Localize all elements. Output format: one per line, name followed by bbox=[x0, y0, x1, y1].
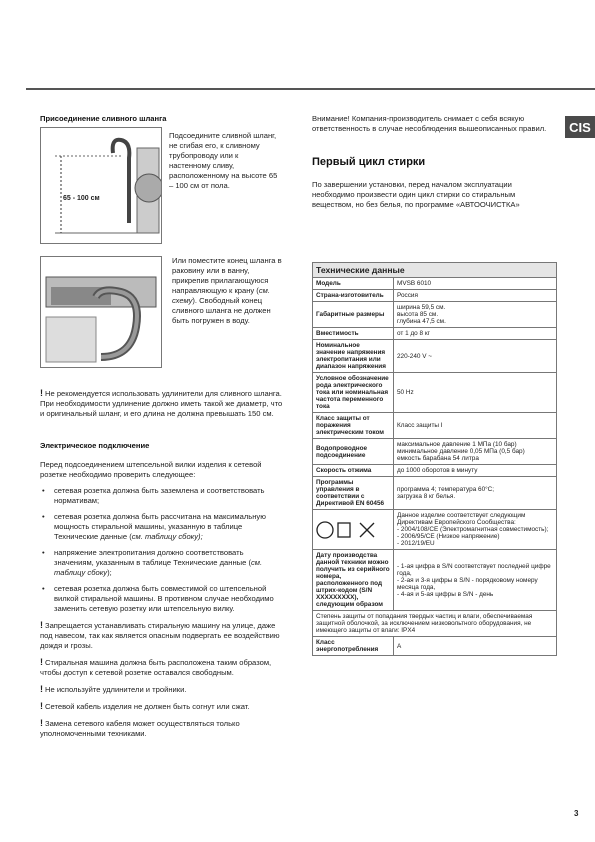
header-band bbox=[0, 0, 595, 88]
spec-value: - 1-ая цифра в S/N соответствует последней цифре года, - 2-ая и 3-я цифры в S/N - порядковому номеру месяца года, - 4-ая и 5-ая цифры в S/N - день bbox=[394, 550, 557, 611]
protection-note: Степень защиты от попадания твердых частиц и влаги, обеспечиваемая защитной оболочкой, за исключением низковольтного оборудования, не имеющего защиты от влаги: IPX4 bbox=[313, 611, 557, 637]
drain-text-2a: Или поместите конец шланга в раковину или в ванну, прикрепив прилагающуюся направляющую к крану ( bbox=[172, 256, 282, 295]
first-cycle-text: По завершении установки, перед началом эксплуатации необходимо произвести один цикл стирки со стиральным веществом, но без белья, по программе «АВТООЧИСТКА» bbox=[312, 180, 520, 209]
spec-key: Класс защиты от поражения электрическим током bbox=[313, 413, 394, 439]
table-row bbox=[313, 550, 557, 611]
spec-value: 50 Hz bbox=[394, 373, 557, 413]
warning-no-extensions bbox=[40, 684, 285, 695]
warning-icon: ! bbox=[40, 684, 43, 694]
warning-outdoor bbox=[40, 620, 285, 651]
energy-value: A bbox=[394, 637, 557, 656]
list-item: • сетевая розетка должна быть совместимой со штепсельной вилкой стиральной машины. В противном случае необходимо заменить сетевую розетку или штепсельную вилку. bbox=[40, 584, 285, 614]
warning-cable-replace bbox=[40, 718, 285, 739]
warning-cable bbox=[40, 701, 285, 712]
electrical-intro: Перед подсоединением штепсельной вилки изделия к сетевой розетке необходимо проверить следующее: bbox=[40, 460, 262, 479]
language-badge: CIS bbox=[565, 116, 595, 138]
warning-icon: ! bbox=[40, 620, 43, 630]
certification-marks bbox=[316, 520, 390, 540]
bullet3-text: напряжение электропитания должно соответствовать значениям, указанным в таблице Технические данные ( bbox=[54, 548, 251, 567]
spec-key: Модель bbox=[313, 278, 394, 290]
warning-access-text: Стиральная машина должна быть расположена таким образом, чтобы доступ к сетевой розетке оставался свободным. bbox=[40, 658, 272, 677]
warning-icon: ! bbox=[40, 701, 43, 711]
spec-value: MVSB 6010 bbox=[394, 278, 557, 290]
table-row bbox=[313, 278, 557, 290]
eac-mark-icon bbox=[316, 520, 382, 540]
table-row bbox=[313, 290, 557, 302]
spec-table bbox=[312, 262, 557, 656]
warning-icon: ! bbox=[40, 657, 43, 667]
spec-key bbox=[313, 510, 394, 550]
table-row bbox=[313, 510, 557, 550]
spec-key: Водопроводное подсоединение bbox=[313, 439, 394, 465]
drain-text-2-em: см. схему bbox=[172, 286, 270, 305]
warning-extension bbox=[40, 388, 285, 419]
spec-key: Скорость отжима bbox=[313, 465, 394, 477]
warning-access bbox=[40, 657, 285, 678]
electrical-section bbox=[40, 460, 285, 739]
drain-text-2b: ). Свободный конец сливного шланга не должен быть погружен в воду. bbox=[172, 296, 271, 325]
header-rule bbox=[26, 88, 595, 90]
drain-text-1: Подсоедините сливной шланг, не сгибая его, к сливному трубопроводу или к настенному сливу, расположенному на высоте 65 – 100 см от пола. bbox=[169, 131, 278, 190]
spec-key: Условное обозначение рода электрического тока или номинальная частота переменного тока bbox=[313, 373, 394, 413]
bullet2-text: сетевая розетка должна быть рассчитана на максимальную мощность стиральной машины, указанную в таблице Технические данные ( bbox=[54, 512, 266, 541]
spec-value: Россия bbox=[394, 290, 557, 302]
warning-outdoor-text: Запрещается устанавливать стиральную машину на улице, даже под навесом, так как является опасным подвергать ее воздействию дождя и грозы. bbox=[40, 621, 280, 650]
first-cycle-title: Первый цикл стирки bbox=[312, 156, 426, 168]
spec-value: Данное изделие соответствует следующим Директивам Европейского Сообщества: - 2004/108/CE (Электромагнитная совместимость); - 2006/95/CE (Низкое напряжение) - 2012/19/EU bbox=[394, 510, 557, 550]
electrical-list bbox=[40, 486, 285, 614]
notice-text: Внимание! Компания-производитель снимает с себя всякую ответственность в случае несоблюдения вышеописанных правил. bbox=[312, 114, 547, 133]
spec-value: 220-240 V ~ bbox=[394, 340, 557, 373]
drain-sink-figure bbox=[40, 256, 162, 368]
drain-wall-figure bbox=[40, 127, 162, 244]
warning-cable-replace-text: Замена сетевого кабеля может осуществляться только уполномоченными техниками. bbox=[40, 719, 240, 738]
warning-icon: ! bbox=[40, 718, 43, 728]
spec-value: от 1 до 8 кг bbox=[394, 328, 557, 340]
warning-cable-text: Сетевой кабель изделия не должен быть согнут или сжат. bbox=[45, 702, 250, 711]
spec-title: Технические данные bbox=[313, 263, 557, 278]
energy-key: Класс энергопотребления bbox=[313, 637, 394, 656]
table-row bbox=[313, 637, 557, 656]
spec-key: Программы управления в соответствии с Директивой EN 60456 bbox=[313, 477, 394, 510]
spec-value: Класс защиты I bbox=[394, 413, 557, 439]
list-item bbox=[40, 512, 285, 542]
spec-key: Страна-изготовитель bbox=[313, 290, 394, 302]
table-row bbox=[313, 477, 557, 510]
drain-title: Присоединение сливного шланга bbox=[40, 114, 167, 123]
list-item: • сетевая розетка должна быть заземлена и соответствовать нормативам; bbox=[40, 486, 285, 506]
drain-text-2 bbox=[172, 256, 287, 326]
spec-value: программа 4; температура 60°C; загрузка 8 кг белья. bbox=[394, 477, 557, 510]
drain-sink-illustration bbox=[41, 257, 161, 367]
bullet3-em: см. таблицу сбоку bbox=[54, 558, 263, 577]
table-row bbox=[313, 373, 557, 413]
warning-no-extensions-text: Не используйте удлинители и тройники. bbox=[45, 685, 187, 694]
spec-value: максимальное давление 1 МПа (10 бар) минимальное давление 0,05 МПа (0,5 бар) емкость барабана 54 литра bbox=[394, 439, 557, 465]
warning-extension-text: Не рекомендуется использовать удлинители для сливного шланга. При необходимости удлинение должно иметь такой же диаметр, что и оригинальный шланг, и его длина не должна превышать 150 см. bbox=[40, 389, 283, 418]
table-row bbox=[313, 340, 557, 373]
table-row bbox=[313, 328, 557, 340]
drain-wall-illustration bbox=[41, 128, 161, 243]
bullet3-tail: ); bbox=[107, 568, 112, 577]
spec-key: Вместимость bbox=[313, 328, 394, 340]
spec-value: ширина 59,5 см. высота 85 см. глубина 47,5 см. bbox=[394, 302, 557, 328]
spec-key: Номинальное значение напряжения электропитания или диапазон напряжения bbox=[313, 340, 394, 373]
height-label: 65 - 100 см bbox=[63, 195, 100, 202]
list-item bbox=[40, 548, 285, 578]
spec-key: Дату производства данной техники можно получить из серийного номера, расположенного под штрих-кодом (S/N XXXXXXXXX), следующим образом bbox=[313, 550, 394, 611]
bullet2-em: см. таблицу сбоку); bbox=[131, 532, 203, 541]
electrical-title: Электрическое подключение bbox=[40, 441, 150, 450]
page-number: 3 bbox=[574, 809, 579, 818]
table-row bbox=[313, 465, 557, 477]
table-row bbox=[313, 439, 557, 465]
spec-key: Габаритные размеры bbox=[313, 302, 394, 328]
spec-value: до 1000 оборотов в минуту bbox=[394, 465, 557, 477]
table-row bbox=[313, 302, 557, 328]
table-row bbox=[313, 413, 557, 439]
table-row bbox=[313, 611, 557, 637]
warning-icon: ! bbox=[40, 388, 43, 398]
